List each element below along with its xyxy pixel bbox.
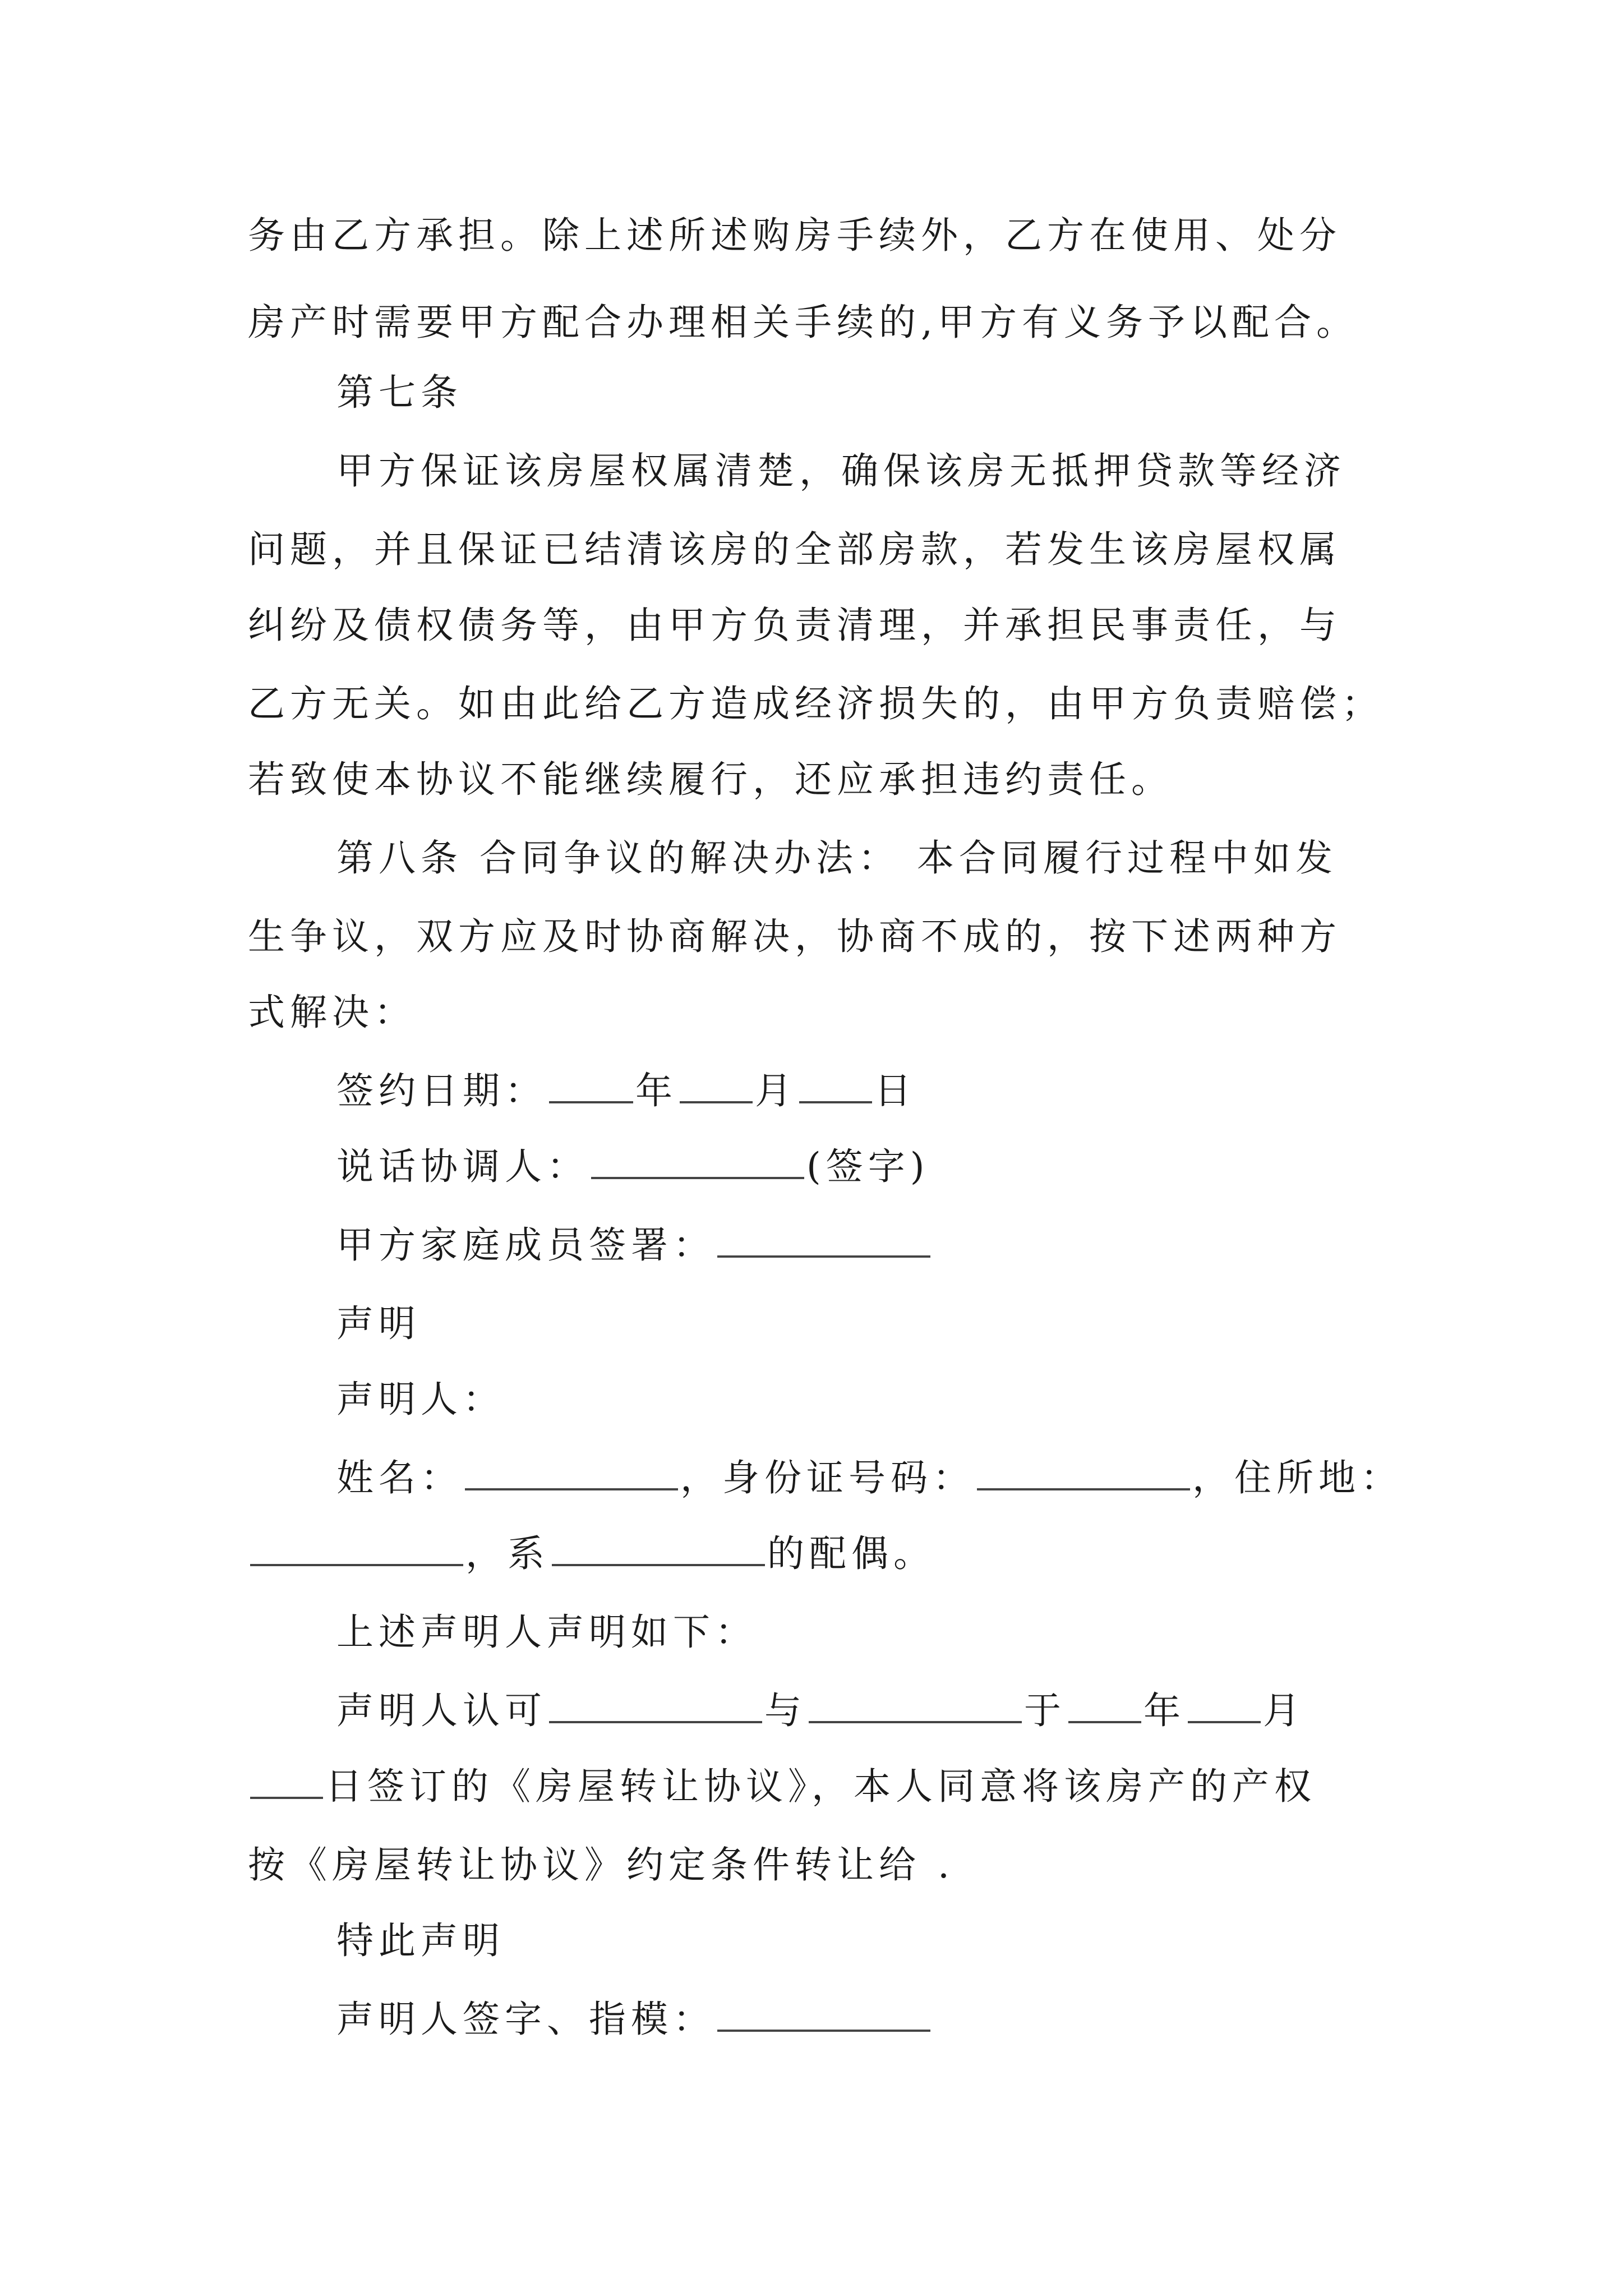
family-sign-blank[interactable] (717, 1226, 930, 1258)
declarant-label: 声明人： (336, 1378, 505, 1421)
final-sign-label: 声明人签字、指模： (336, 1998, 715, 2041)
agreement-year-blank[interactable] (1068, 1692, 1141, 1723)
recognize-line (336, 1672, 1305, 1750)
body-line-5: 问题，并且保证已结清该房的全部房款，若发生该房屋权属 (248, 528, 1341, 571)
family-sign-label: 甲方家庭成员签署： (336, 1223, 715, 1267)
party-a-blank[interactable] (549, 1692, 762, 1723)
address-blank[interactable] (250, 1535, 463, 1566)
body-line-8: 若致使本协议不能继续履行，还应承担违约责任。 (248, 758, 1173, 801)
recognize-with: 与 (764, 1689, 806, 1732)
body-line-1: 务由乙方承担。除上述所述购房手续外，乙方在使用、处分 (248, 214, 1341, 257)
id-label: ，身份证号码： (680, 1456, 975, 1499)
mediator-blank[interactable] (591, 1148, 804, 1179)
party-b-blank[interactable] (809, 1692, 1022, 1723)
statement-intro: 上述声明人声明如下： (336, 1611, 757, 1654)
name-id-line (336, 1439, 1403, 1517)
article-7-heading: 第七条 (336, 371, 463, 414)
signed-line (248, 1747, 1316, 1826)
hereby-declare: 特此声明 (336, 1919, 505, 1962)
signed-suffix: 日签订的《房屋转让协议》，本人同意将该房产的产权 (325, 1765, 1316, 1808)
year-blank[interactable] (549, 1072, 633, 1103)
day-blank[interactable] (799, 1072, 872, 1103)
month-blank[interactable] (680, 1072, 753, 1103)
sign-date-line (336, 1052, 916, 1130)
mediator-label: 说话协调人： (336, 1145, 589, 1188)
family-sign-line (336, 1206, 933, 1285)
spouse-suffix: 的配偶。 (767, 1532, 935, 1575)
body-line-7: 乙方无关。如由此给乙方造成经济损失的，由甲方负责赔偿； (248, 682, 1384, 725)
final-sign-line (336, 1980, 933, 2059)
sign-date-label: 签约日期： (336, 1069, 547, 1112)
recognize-on: 于 (1024, 1689, 1066, 1732)
body-line-11: 式解决： (248, 991, 416, 1034)
agreement-month-blank[interactable] (1188, 1692, 1261, 1723)
statement-title: 声明 (336, 1302, 421, 1345)
month-text: 月 (755, 1069, 797, 1112)
id-number-blank[interactable] (977, 1459, 1190, 1490)
body-line-2: 房产时需要甲方配合办理相关手续的,甲方有义务予以配合。 (248, 301, 1358, 344)
body-line-6: 纠纷及债权债务等，由甲方负责清理，并承担民事责任，与 (248, 604, 1341, 647)
day-text: 日 (874, 1069, 916, 1112)
mediator-line (336, 1128, 930, 1206)
recognize-month: 月 (1263, 1689, 1305, 1732)
mediator-suffix: (签字) (806, 1145, 930, 1188)
recognize-year: 年 (1144, 1689, 1186, 1732)
year-text: 年 (635, 1069, 677, 1112)
name-blank[interactable] (465, 1459, 678, 1490)
spouse-of-blank[interactable] (552, 1535, 765, 1566)
body-line-4: 甲方保证该房屋权属清楚，确保该房无抵押贷款等经济 (336, 449, 1346, 493)
final-sign-blank[interactable] (717, 2000, 930, 2032)
address-label: ，住所地： (1192, 1456, 1403, 1499)
recognize-prefix: 声明人认可 (336, 1689, 547, 1732)
spouse-sep: ，系 (465, 1532, 550, 1575)
name-label: 姓名： (336, 1456, 463, 1499)
body-line-10: 生争议，双方应及时协商解决，协商不成的，按下述两种方 (248, 915, 1341, 958)
transfer-line: 按《房屋转让协议》约定条件转让给 . (248, 1843, 955, 1887)
spouse-line (248, 1515, 935, 1593)
agreement-day-blank[interactable] (250, 1768, 323, 1799)
article-8-line: 第八条 合同争议的解决办法： 本合同履行过程中如发 (336, 836, 1338, 880)
